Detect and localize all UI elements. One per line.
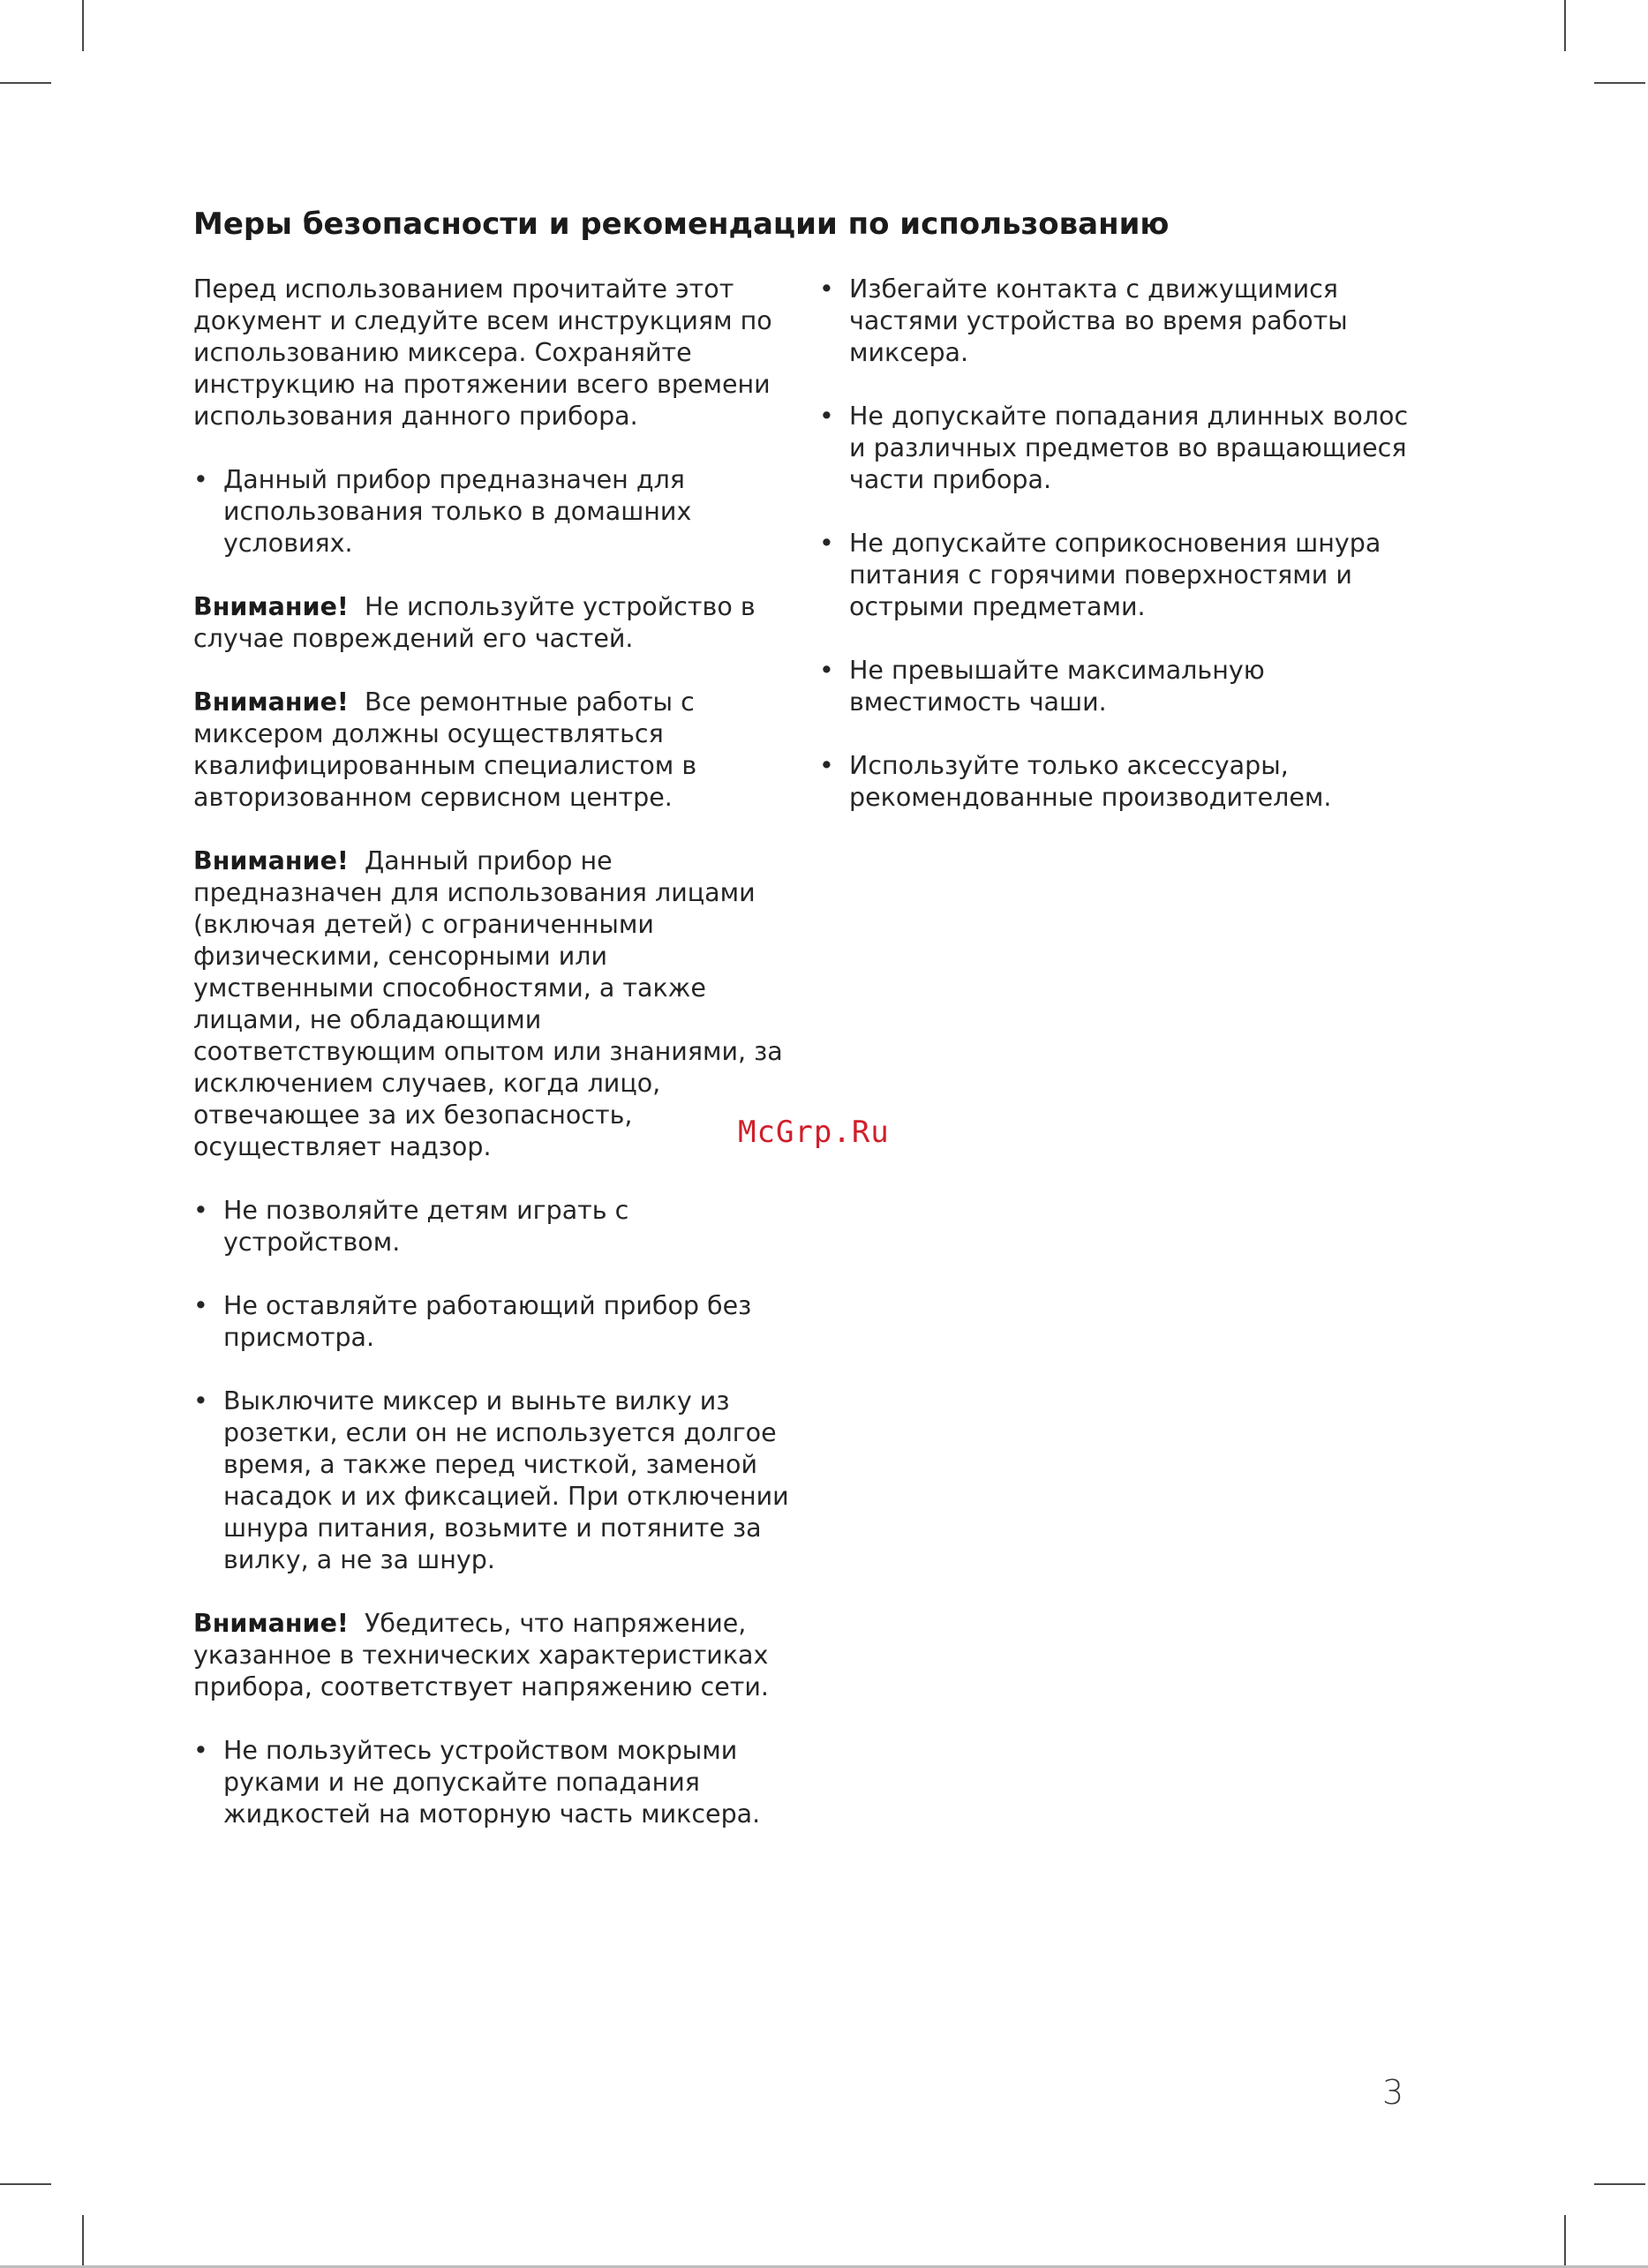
watermark: McGrp.Ru	[738, 1115, 890, 1150]
bullet-cord: • Не допускайте соприкосновения шнура питания с горячими поверхностями и острыми предметами.	[819, 528, 1419, 623]
warning-damage	[193, 591, 789, 655]
warning-repair-text: Все ремонтные работы с миксером должны осуществляться квалифицированным специалистом в авторизованном сервисном центре.	[193, 687, 697, 812]
crop-mark-bottom-right-horizontal	[1594, 2183, 1645, 2185]
crop-mark-bottom-right-vertical	[1564, 2215, 1566, 2266]
page-title: Меры безопасности и рекомендации по использованию	[193, 207, 1170, 242]
bullet-hair: • Не допускайте попадания длинных волос и различных предметов во вращающиеся части прибора.	[819, 401, 1419, 496]
left-column	[193, 274, 789, 1862]
bullet-accessories: • Используйте только аксессуары, рекомендованные производителем.	[819, 750, 1419, 814]
bullet-wet-hands: • Не пользуйтесь устройством мокрыми руками и не допускайте попадания жидкостей на моторную часть миксера.	[193, 1735, 789, 1830]
bullet-moving-parts: • Избегайте контакта с движущимися частями устройства во время работы миксера.	[819, 274, 1419, 369]
intro-paragraph: Перед использованием прочитайте этот документ и следуйте всем инструкциям по использованию миксера. Сохраняйте инструкцию на протяжении всего времени использования данного прибора.	[193, 274, 772, 431]
crop-mark-bottom-left-vertical	[82, 2215, 84, 2266]
warning-label: Внимание!	[193, 687, 349, 717]
bullet-unplug: • Выключите миксер и выньте вилку из розетки, если он не используется долгое время, а также перед чисткой, заменой насадок и их фиксацией. При отключении шнура питания, возьмите и потяните за вилку, а не за шнур.	[193, 1386, 789, 1576]
crop-mark-top-right-horizontal	[1594, 82, 1645, 84]
bullet-children: • Не позволяйте детям играть с устройством.	[193, 1195, 789, 1258]
warning-persons	[193, 845, 789, 1163]
warning-label: Внимание!	[193, 1609, 349, 1638]
warning-voltage	[193, 1608, 789, 1703]
crop-mark-top-left-horizontal	[0, 82, 51, 84]
right-column	[819, 274, 1419, 845]
crop-mark-top-left-vertical	[82, 0, 84, 51]
crop-mark-top-right-vertical	[1564, 0, 1566, 51]
warning-label: Внимание!	[193, 846, 349, 875]
warning-repair	[193, 687, 789, 814]
page-number: 3	[1382, 2073, 1404, 2112]
warning-damage-text: Не используйте устройство в случае повреждений его частей.	[193, 592, 756, 653]
bullet-unattended: • Не оставляйте работающий прибор без присмотра.	[193, 1290, 789, 1354]
bullet-capacity: • Не превышайте максимальную вместимость чаши.	[819, 655, 1419, 718]
warning-label: Внимание!	[193, 592, 349, 621]
warning-voltage-text: Убедитесь, что напряжение, указанное в технических характеристиках прибора, соответствует напряжению сети.	[193, 1609, 769, 1701]
crop-mark-bottom-left-horizontal	[0, 2183, 51, 2185]
warning-persons-text: Данный прибор не предназначен для использования лицами (включая детей) с ограниченными физическими, сенсорными или умственными способностями, а также лицами, не обладающими соответствующим опытом или знаниями, за исключением случаев, когда лицо, отвечающее за их безопасность, осуществляет надзор.	[193, 846, 783, 1161]
bullet-home-use: • Данный прибор предназначен для использования только в домашних условиях.	[193, 464, 789, 559]
